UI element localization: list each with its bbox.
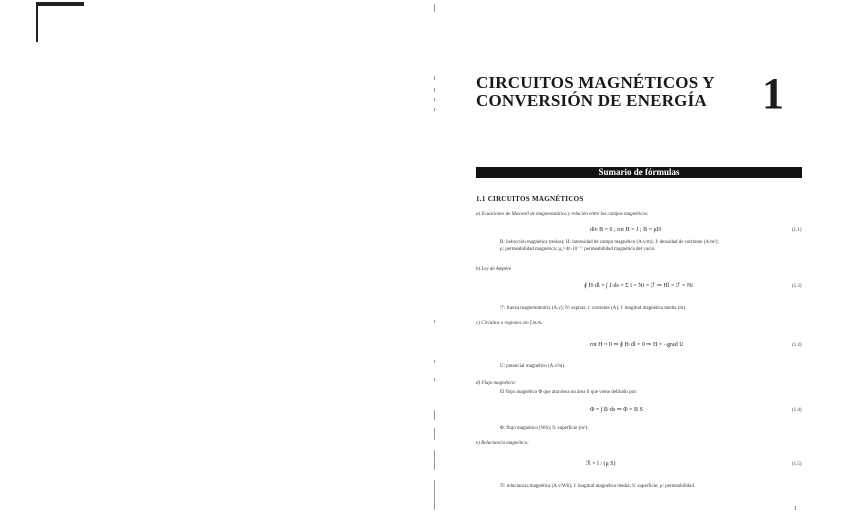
item-d-desc: Φ: flujo magnético (Wb); S: superficie (m²). [500,426,589,431]
equation-1-5: ℛ = l / (μ S) [586,461,616,467]
page-number: 1 [794,506,797,512]
equation-1-4: Φ = ∫ B·ds ⇒ Φ = B S [590,407,643,413]
chapter-title-line2: CONVERSIÓN DE ENERGÍA [476,91,707,110]
chapter-title-line1: CIRCUITOS MAGNÉTICOS Y [476,73,715,92]
gutter-marks [432,0,438,515]
section-heading: 1.1 CIRCUITOS MAGNÉTICOS [476,195,584,203]
equation-number-1-5: (1.5) [792,462,802,467]
equation-1-2: ∮ H·dl = ∫ J·ds = Σ i = Ni = ℱ ⇒ Hl = ℱ = Ni [584,283,693,289]
item-d-intro: El flujo magnético Φ que atraviesa un área S que viene definido por: [500,390,638,395]
item-b-label: b) Ley de Ampère [476,267,512,272]
equation-1-3: rot H = 0 ⇒ ∮ H·dl = 0 ⇒ H = −grad U [590,342,684,348]
item-d-label: d) Flujo magnético: [476,381,516,386]
chapter-title [476,74,746,110]
equation-number-1-3: (1.3) [792,343,802,348]
item-e-desc: ℛ: reluctancia magnética (A.v/Wb); l: longitud magnética media; S: superficie; μ: permeabilidad. [500,484,696,489]
item-c-label: c) Circuitos o regiones sin f.m.m.: [476,321,544,326]
equation-number-1-4: (1.4) [792,408,802,413]
right-page [472,0,802,515]
item-a-desc-line1: B: inducción magnética (teslas); H: intensidad de campo magnético (A.v/m); J: densidad de corriente (A/m²); [500,240,719,245]
item-a-label: a) Ecuaciones de Maxwell de magnetostática y relación entre los campos magnéticos: [476,212,649,217]
chapter-number: 1 [762,69,784,118]
item-c-desc: U: potencial magnético (A.v/m). [500,364,566,369]
equation-number-1-1: (1.1) [792,228,802,233]
item-e-label: e) Reluctancia magnética: [476,441,529,446]
item-b-desc: ℱ: fuerza magnetomotriz (A.v); N: espiras; i: corriente (A); l: longitud magnética media (m). [500,306,687,311]
item-a-desc-line2: μ: permeabilidad magnética; μ₀=4π·10⁻⁷: permeabilidad magnética del vacío. [500,247,656,252]
equation-number-1-2: (1.2) [792,284,802,289]
equation-1-1: div B = 0 ; rot H = J ; B = μH [590,227,662,233]
summary-bar: Sumario de fórmulas [476,167,802,178]
